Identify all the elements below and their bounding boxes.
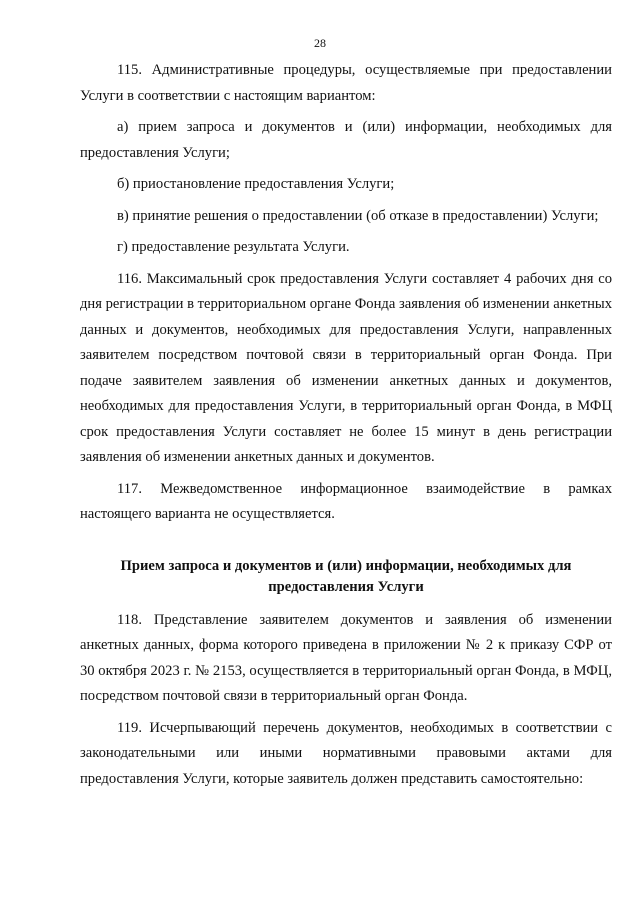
paragraph-117: 117. Межведомственное информационное взаимодействие в рамках настоящего варианта не осуществляется. [80, 480, 612, 522]
paragraph-116: 116. Максимальный срок предоставления Услуги составляет 4 рабочих дня со дня регистрации в территориальном органе Фонда заявления об изменении анкетных данных и документов, необходимых для предоставления Услуги, направленных заявителем посредством почтовой связи в территориальный орган Фонда. При подаче заявителем заявления об изменении анкетных данных и документов, необходимых для предоставления Услуги, в территориальный орган Фонда, в МФЦ срок предоставления Услуги составляет не более 15 минут в день регистрации заявления об изменении анкетных данных и документов. [80, 270, 612, 465]
page-number: 28 [314, 36, 326, 50]
section-spacer [80, 534, 612, 554]
paragraph-115-a: а) прием запроса и документов и (или) информации, необходимых для предоставления Услуги; [80, 119, 612, 161]
paragraph-115-d: г) предоставление результата Услуги. [117, 239, 350, 255]
paragraph-119: 119. Исчерпывающий перечень документов, необходимых в соответствии с законодательными или иными нормативными правовыми актами для предоставления Услуги, которые заявитель должен представить самостоятельно: [80, 719, 612, 787]
paragraph-118: 118. Представление заявителем документов и заявления об изменении анкетных данных, форма которого приведена в приложении № 2 к приказу СФР от 30 октября 2023 г. № 2153, осуществляется в территориальный орган Фонда, в МФЦ, посредством почтовой связи в территориальный орган Фонда. [80, 611, 612, 704]
section-heading: Прием запроса и документов и (или) информации, необходимых для предоставления Услуги [120, 557, 572, 595]
paragraph-115: 115. Административные процедуры, осуществляемые при предоставлении Услуги в соответствии с настоящим вариантом: [80, 62, 612, 104]
document-body [80, 58, 612, 798]
paragraph-115-b: б) приостановление предоставления Услуги; [117, 176, 395, 192]
paragraph-115-c: в) принятие решения о предоставлении (об отказе в предоставлении) Услуги; [117, 207, 599, 224]
